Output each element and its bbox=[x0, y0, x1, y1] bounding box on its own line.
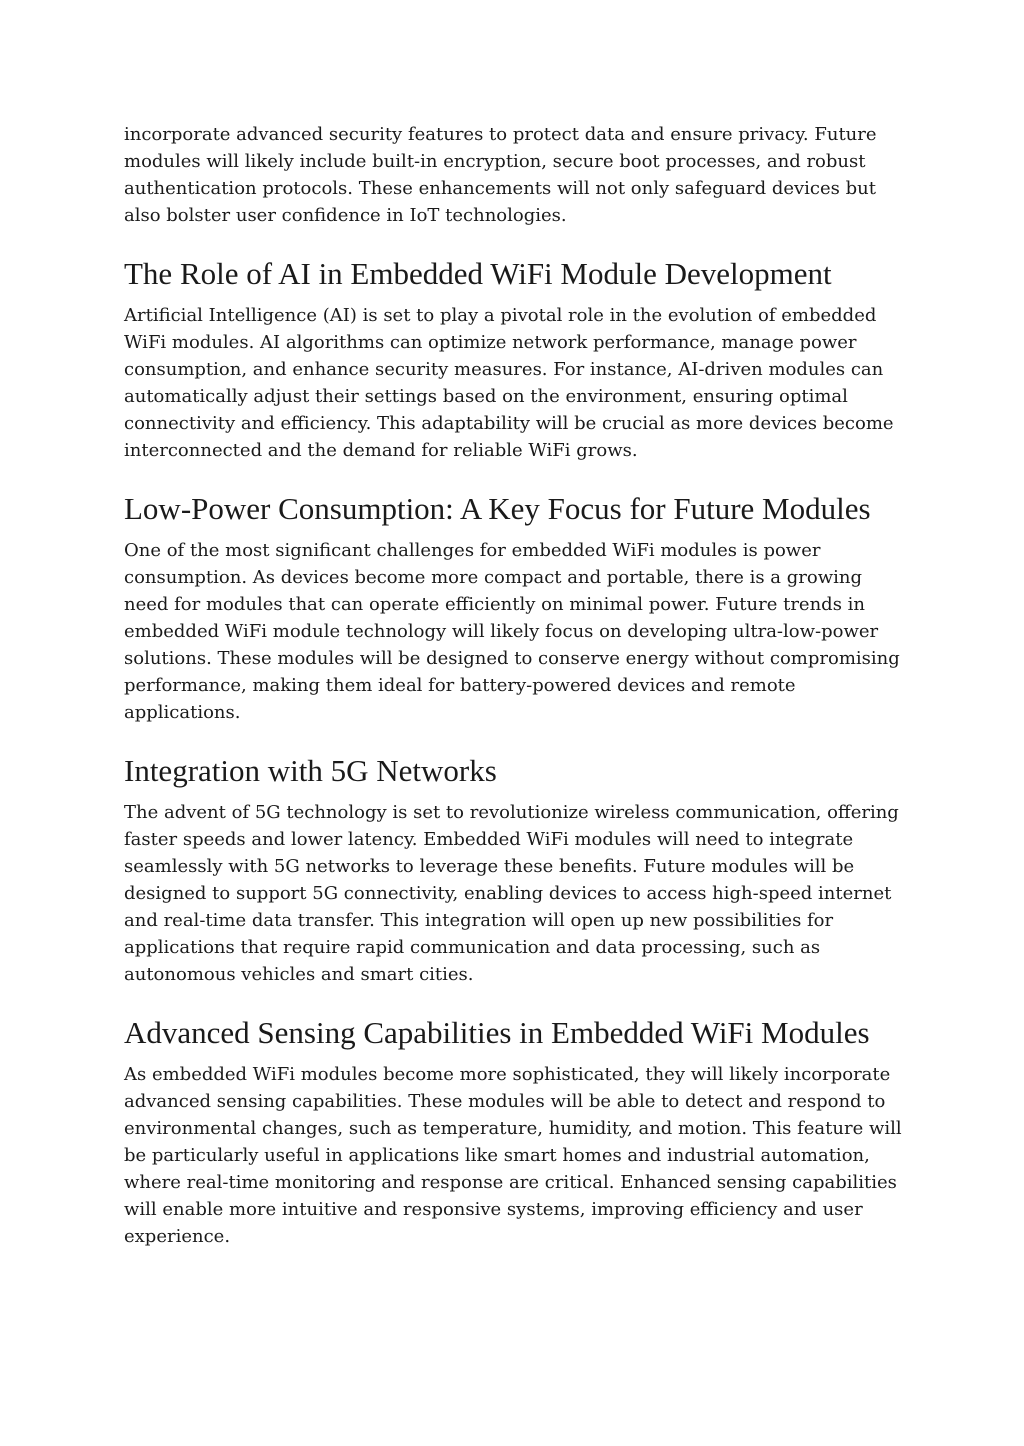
section-ai-role bbox=[124, 255, 904, 464]
section-5g-integration bbox=[124, 752, 904, 988]
section-heading: Integration with 5G Networks bbox=[124, 753, 497, 788]
section-low-power bbox=[124, 490, 904, 726]
document-page bbox=[124, 121, 904, 1250]
section-paragraph: As embedded WiFi modules become more sophisticated, they will likely incorporate advanced sensing capabilities. These modules will be able to detect and respond to environmental changes, such as temperature, humidity, and motion. This feature will be particularly useful in applications like smart homes and industrial automation, where real-time monitoring and response are critical. Enhanced sensing capabilities will enable more intuitive and responsive systems, improving efficiency and user experience. bbox=[124, 1064, 902, 1247]
section-paragraph: Artificial Intelligence (AI) is set to play a pivotal role in the evolution of embedded WiFi modules. AI algorithms can optimize network performance, manage power consumption, and enhance security measures. For instance, AI-driven modules can automatically adjust their settings based on the environment, ensuring optimal connectivity and efficiency. This adaptability will be crucial as more devices become interconnected and the demand for reliable WiFi grows. bbox=[124, 305, 894, 461]
section-advanced-sensing bbox=[124, 1014, 904, 1250]
section-heading: Low-Power Consumption: A Key Focus for Future Modules bbox=[124, 491, 871, 526]
section-paragraph: One of the most significant challenges for embedded WiFi modules is power consumption. As devices become more compact and portable, there is a growing need for modules that can operate efficiently on minimal power. Future trends in embedded WiFi module technology will likely focus on developing ultra-low-power solutions. These modules will be designed to conserve energy without compromising performance, making them ideal for battery-powered devices and remote applications. bbox=[124, 540, 900, 723]
section-paragraph: The advent of 5G technology is set to revolutionize wireless communication, offering faster speeds and lower latency. Embedded WiFi modules will need to integrate seamlessly with 5G networks to leverage these benefits. Future modules will be designed to support 5G connectivity, enabling devices to access high-speed internet and real-time data transfer. This integration will open up new possibilities for applications that require rapid communication and data processing, such as autonomous vehicles and smart cities. bbox=[124, 802, 899, 985]
section-heading: Advanced Sensing Capabilities in Embedded WiFi Modules bbox=[124, 1015, 870, 1050]
section-heading: The Role of AI in Embedded WiFi Module Development bbox=[124, 256, 832, 291]
intro-paragraph: incorporate advanced security features to protect data and ensure privacy. Future modules will likely include built-in encryption, secure boot processes, and robust authentication protocols. These enhancements will not only safeguard devices but also bolster user confidence in IoT technologies. bbox=[124, 124, 877, 226]
